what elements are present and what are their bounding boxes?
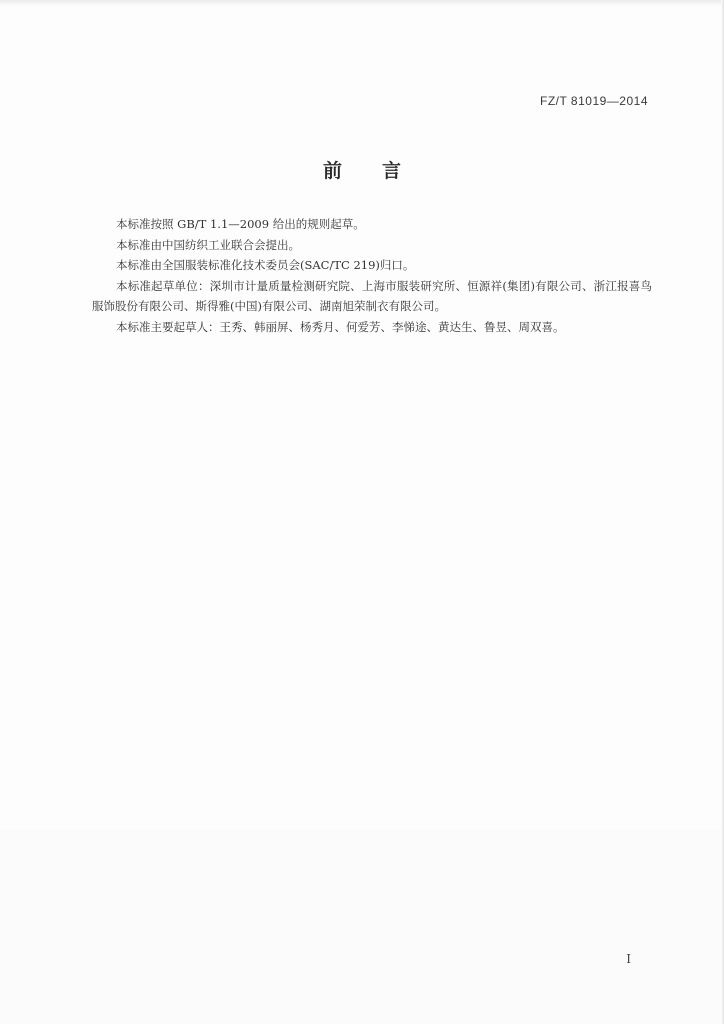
foreword-body [92, 214, 652, 337]
section-title [0, 156, 724, 183]
scan-bottom-band [0, 830, 724, 1024]
document-code: FZ/T 81019—2014 [539, 94, 648, 108]
scan-top-shade [0, 0, 724, 6]
paragraph-drafters: 本标准主要起草人：王秀、韩丽屏、杨秀月、何爱芳、李悌途、黄达生、鲁昱、周双喜。 [116, 319, 565, 334]
title-char-2: 言 [382, 160, 402, 182]
page-number: I [626, 952, 631, 966]
paragraph-drafting-rules: 本标准按照 GB/T 1.1—2009 给出的规则起草。 [116, 217, 365, 231]
paragraph-proposer: 本标准由中国纺织工业联合会提出。 [116, 237, 300, 252]
paragraph-committee: 本标准由全国服装标准化技术委员会(SAC/TC 219)归口。 [116, 258, 415, 272]
title-char-1: 前 [322, 160, 342, 182]
paragraph-drafting-units: 本标准起草单位：深圳市计量质量检测研究院、上海市服装研究所、恒源祥(集团)有限公司、浙江报喜鸟服饰股份有限公司、斯得雅(中国)有限公司、湖南旭荣制衣有限公司。 [92, 278, 652, 313]
